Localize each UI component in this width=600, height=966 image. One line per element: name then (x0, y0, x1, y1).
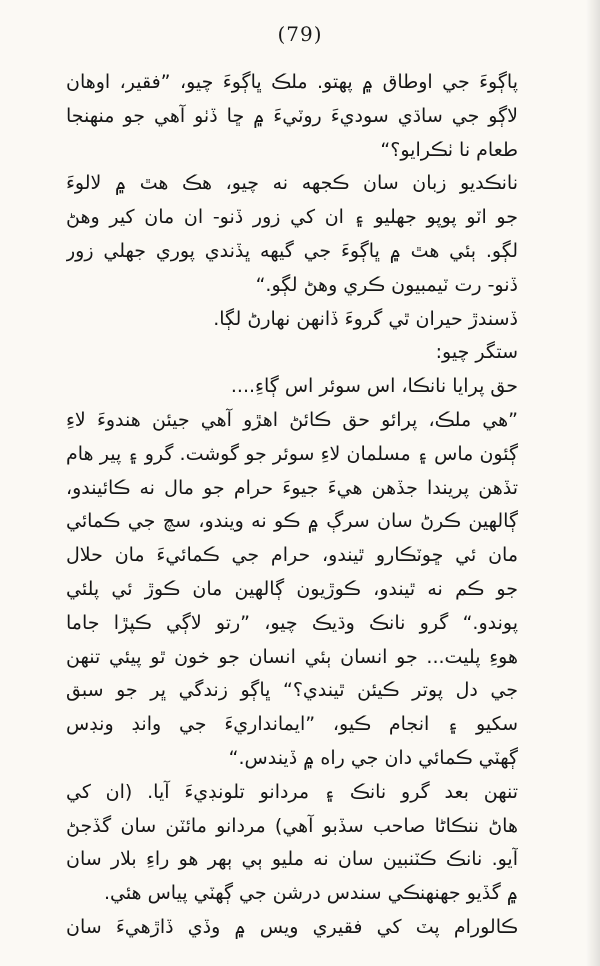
text-line: ڪالورام پٽ کي فقيري ويس ۾ وڏي ڏاڙهيءَ سان (66, 915, 518, 938)
text-line: ”هي ملڪ، پرائو حق ڪائڻ اهڙو آهي جيئن هندوءَ لاءِ (66, 408, 518, 431)
text-line: مان ئي ڇوٽڪارو ٿيندو، حرام جي ڪمائيءَ مان حلال (66, 544, 518, 567)
text-line: جو ڪم نه ٿيندو، ڪوڙيون ڳالهين مان ڪوڙ ئي پلئي (66, 577, 518, 600)
text-line: هوءِ پليت... جو انسان ٻئي انسان جو خون ٿو پيئي تنهن (66, 645, 518, 668)
text-line: تنهن بعد گرو نانڪ ۽ مردانو تلونڊيءَ آيا. (ان کي (66, 780, 518, 803)
text-line: طعام نا ٺڪرايو؟“ (380, 138, 518, 161)
page-edge-shadow (586, 0, 600, 966)
text-line: تڏهن پريندا جڏهن هيءَ جيوءَ حرام جو مال نه ڪائيندو، (66, 476, 518, 499)
text-line: ستگر چيو: (435, 341, 518, 364)
text-line: ڏنو- رت ٽيمبيون ڪري وهڻ لڳو.“ (255, 273, 518, 296)
text-line: سکيو ۽ انجام ڪيو، ”ايمانداريءَ جي وانڊ ونڊس (66, 713, 518, 736)
body-text (66, 66, 518, 945)
text-line: پاڳوءَ جي اوطاق ۾ پهتو. ملڪ ڀاڳوءَ چيو، ”فقير، اوهان (66, 71, 518, 93)
text-line: لاڳو جي ساڌي سوديءَ روٽيءَ ۾ ڇا ڏٺو آهي جو منهنجا (66, 104, 518, 127)
text-line: جي دل پوتر ڪيئن ٿيندي؟“ ڀاڳو زندگي ڀر جو سبق (66, 679, 518, 702)
text-line: آيو. نانڪ ڪٽنبين سان نه مليو ٻي ٻهر هو راءِ بلار سان (66, 848, 518, 871)
text-line: ڳهٽي ڪمائي دان جي راه ۾ ڏيندس.“ (228, 746, 518, 769)
text-line: ڏسندڙ حيران ٿي گروءَ ڏانهن نهارڻ لڳا. (213, 307, 518, 330)
text-line: لڳو. ٻئي هٿ ۾ ڀاڳوءَ جي گيهه ڀڏندي پوري جهلي زور (66, 239, 518, 262)
text-line: پوندو.“ گرو نانڪ وڌيڪ چيو، ”رتو لاڳي ڪپڙا جاما (66, 611, 518, 634)
text-line: جو اٽو پوپو جهليو ۽ ان کي زور ڏنو- ان مان کير وهڻ (66, 206, 518, 229)
text-line: ڳالهين ڪرڻ سان سرڳ ۾ ڪو نه ويندو، سچ جي ڪمائي (66, 510, 518, 533)
text-line: نانڪديو زبان سان ڪجهه نه چيو، هڪ هٿ ۾ لالوءَ (66, 172, 518, 195)
text-line: ۾ گڏيو جهنهنڪي سندس درشن جي ڳهٽي پياس هئي. (103, 882, 518, 905)
text-line: ڳئون ماس ۽ مسلمان لاءِ سوئر جو گوشت. گرو ۽ پير هام (66, 442, 518, 465)
text-line: حق پرايا نانڪا، اس سوئر اس ڳاءِ.... (230, 375, 518, 398)
page-number: (79) (277, 22, 323, 46)
text-line: هاڻ ننڪاڻا صاحب سڏبو آهي) مردانو مائٽن سان گڏجڻ (66, 814, 518, 837)
